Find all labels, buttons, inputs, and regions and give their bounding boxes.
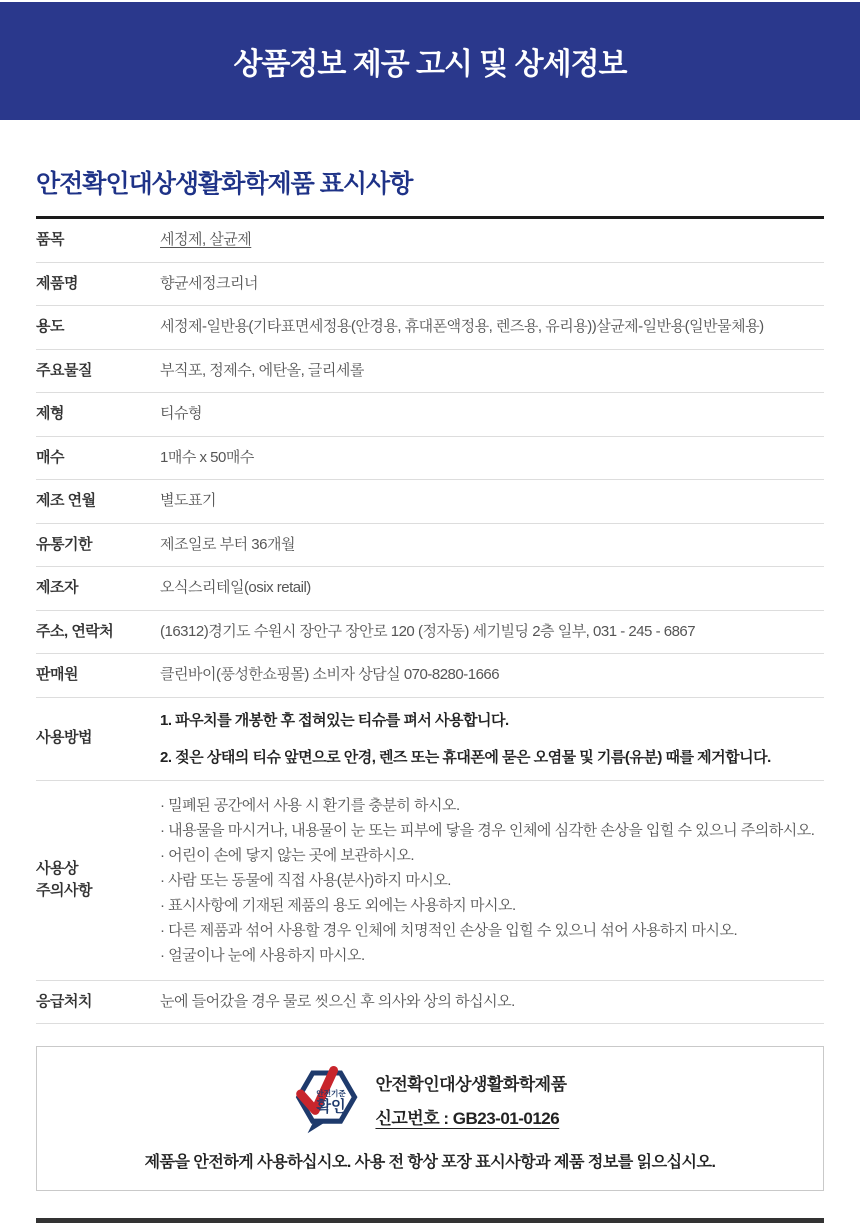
row-value: (16312)경기도 수원시 장안구 장안로 120 (정자동) 세기빌딩 2층 일부, 031 - 245 - 6867	[160, 622, 696, 640]
row-label	[36, 858, 160, 903]
table-row-manufacture-date	[36, 480, 824, 524]
row-label: 제조 연월	[36, 492, 96, 509]
page-title: 상품정보 제공 고시 및 상세정보	[233, 48, 627, 81]
row-label: 제품명	[36, 274, 78, 292]
row-label-line: 주의사항	[36, 882, 92, 899]
precaution-item: · 표시사항에 기재된 제품의 용도 외에는 사용하지 마시오.	[160, 896, 516, 914]
table-row-product-name	[36, 263, 824, 307]
certification-product-type: 안전확인대상생활화학제품	[375, 1074, 567, 1094]
precaution-item: · 내용물을 마시거나, 내용물이 눈 또는 피부에 닿을 경우 인체에 심각한 손상을 입힐 수 있으니 주의하시오.	[160, 821, 815, 839]
usage-steps	[160, 710, 824, 768]
row-value: 제조일로 부터 36개월	[160, 535, 295, 553]
certification-texts	[375, 1070, 566, 1129]
row-label: 품목	[36, 231, 64, 248]
table-row-expiration	[36, 524, 824, 568]
certification-caution-text: 제품을 안전하게 사용하십시오. 사용 전 항상 포장 표시사항과 제품 정보를 읽으십시오.	[144, 1154, 716, 1171]
page-header-banner	[0, 2, 860, 120]
row-label: 주요물질	[36, 361, 92, 379]
badge-text-large: 확인	[316, 1098, 347, 1116]
badge-text-small: 안전기준	[316, 1088, 347, 1098]
row-value: 별도표기	[160, 492, 216, 509]
table-row-item-type	[36, 219, 824, 263]
table-row-sheet-count	[36, 437, 824, 481]
row-label: 유통기한	[36, 535, 92, 553]
row-value: 오식스리테일(osix retail)	[160, 579, 311, 596]
table-row-first-aid	[36, 981, 824, 1025]
content-area	[0, 164, 860, 1024]
table-row-usage-type	[36, 306, 824, 350]
product-info-page	[0, 2, 860, 1223]
table-row-main-substances	[36, 350, 824, 394]
precaution-item: · 다른 제품과 섞어 사용할 경우 인체에 치명적인 손상을 입힐 수 있으니 섞어 사용하지 마시오.	[160, 921, 738, 939]
safety-check-badge-icon	[293, 1063, 359, 1135]
row-value: 부직포, 정제수, 에탄올, 글리세롤	[160, 361, 364, 379]
row-label: 사용방법	[36, 729, 92, 747]
table-row-usage-instructions	[36, 698, 824, 781]
section-heading: 안전확인대상생활화학제품 표시사항	[36, 170, 413, 198]
certification-box	[36, 1046, 824, 1191]
row-value: 티슈형	[160, 405, 202, 422]
bottom-divider-bar	[36, 1218, 824, 1223]
precaution-item: · 사람 또는 동물에 직접 사용(분사)하지 마시오.	[160, 871, 451, 889]
row-value: 눈에 들어갔을 경우 물로 씻으신 후 의사와 상의 하십시오.	[160, 992, 515, 1010]
usage-step: 2. 젖은 상태의 티슈 앞면으로 안경, 렌즈 또는 휴대폰에 묻은 오염물 및 기름(유분) 때를 제거합니다.	[160, 748, 771, 766]
precaution-item: · 어린이 손에 닿지 않는 곳에 보관하시오.	[160, 846, 415, 864]
row-value: 향균세정크리너	[160, 274, 258, 292]
row-label: 제형	[36, 405, 64, 422]
table-row-form	[36, 393, 824, 437]
table-row-manufacturer	[36, 567, 824, 611]
row-value: 1매수 x 50매수	[160, 448, 254, 466]
row-value: 세정제-일반용(기타표면세정용(안경용, 휴대폰액정용, 렌즈용, 유리용))살균제-일반용(일반물체용)	[160, 318, 764, 335]
table-row-seller	[36, 654, 824, 698]
row-label: 매수	[36, 448, 64, 466]
precaution-item: · 얼굴이나 눈에 사용하지 마시오.	[160, 946, 365, 964]
table-row-address-contact	[36, 611, 824, 655]
table-row-precautions	[36, 781, 824, 981]
usage-step: 1. 파우치를 개봉한 후 접혀있는 티슈를 펴서 사용합니다.	[160, 711, 509, 729]
row-label: 응급처치	[36, 992, 92, 1010]
certification-report-number: 신고번호 : GB23-01-0126	[375, 1108, 560, 1128]
precaution-item: · 밀폐된 공간에서 사용 시 환기를 충분히 하시오.	[160, 796, 460, 814]
row-value: 클린바이(풍성한쇼핑몰) 소비자 상담실 070-8280-1666	[160, 666, 500, 683]
certification-main	[47, 1063, 813, 1135]
row-label: 용도	[36, 318, 64, 335]
row-label-line: 사용상	[36, 859, 78, 877]
row-label: 주소, 연락처	[36, 622, 114, 640]
item-type-link[interactable]: 세정제, 살균제	[160, 231, 252, 248]
row-label: 판매원	[36, 666, 78, 683]
row-label: 제조자	[36, 579, 78, 596]
product-spec-table	[36, 216, 824, 1024]
precaution-list	[160, 793, 824, 968]
